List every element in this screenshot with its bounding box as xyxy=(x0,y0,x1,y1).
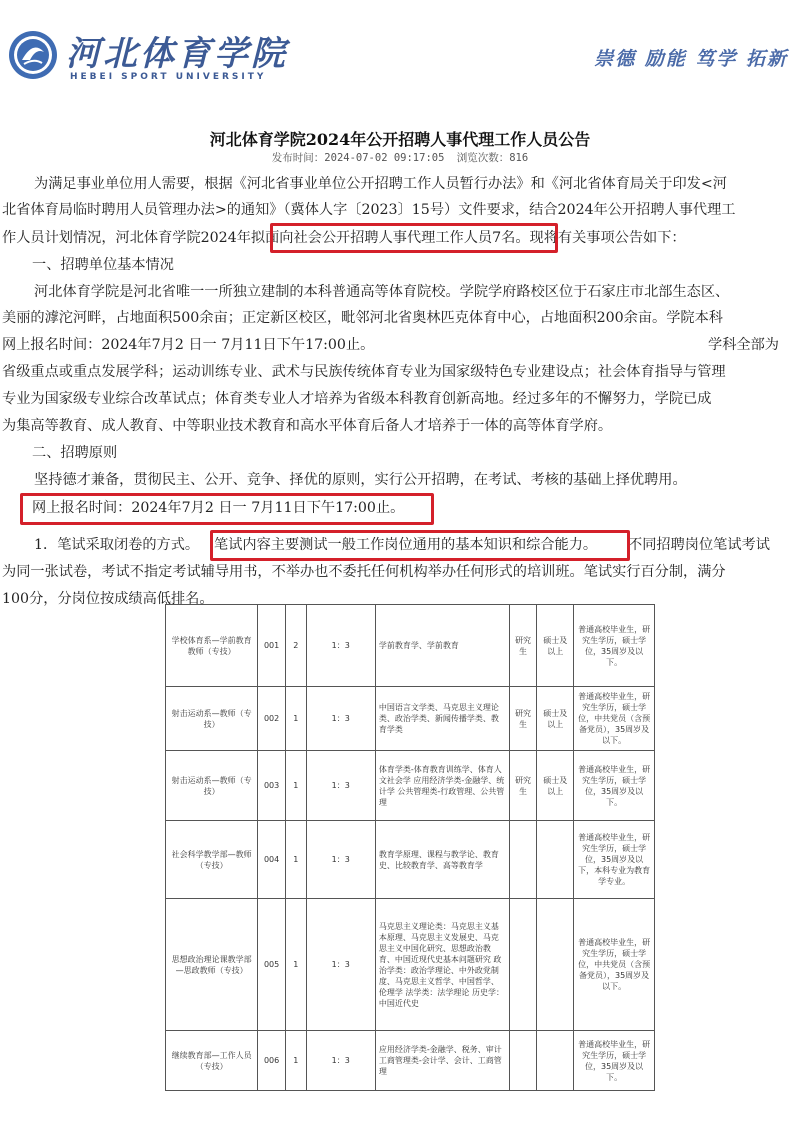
position-cell: 社会科学教学部—教师（专技） xyxy=(166,821,258,899)
university-name-cn: 河北体育学院 xyxy=(66,34,288,74)
paragraph-line: 河北体育学院是河北省唯一一所独立建制的本科普通高等体育院校。学院学府路校区位于石家庄市北部生态区、 xyxy=(34,284,730,300)
ratio-cell: 1：3 xyxy=(306,605,375,687)
position-cell: 学校体育系—学前教育教师（专技） xyxy=(166,605,258,687)
section-heading: 二、招聘原则 xyxy=(32,445,118,461)
table-row xyxy=(166,899,655,1031)
ratio-cell: 1：3 xyxy=(306,821,375,899)
text-segment: 。现将有关事项公告如下： xyxy=(515,230,686,246)
other-requirements-cell: 普通高校毕业生，研究生学历，硕士学位，35周岁及以下，本科专业为教育学专业。 xyxy=(574,821,655,899)
degree-cell: 硕士及以上 xyxy=(537,605,574,687)
majors-cell: 应用经济学类-金融学、税务、审计 工商管理类-会计学、会计、工商管理 xyxy=(375,1031,509,1091)
degree-cell: 硕士及以上 xyxy=(537,687,574,751)
highlight-box xyxy=(20,493,434,525)
position-cell: 射击运动系—教师（专技） xyxy=(166,687,258,751)
text-segment: 网上报名时间：2024年7月2 日一 7月11日下午17:00止。 xyxy=(2,337,375,353)
text-segment: 作人员计划情况，河北体育学院2024年拟 xyxy=(2,230,266,246)
text-segment: 学科全部为 xyxy=(708,337,779,353)
registration-time: 网上报名时间：2024年7月2 日一 7月11日下午17:00止。 xyxy=(32,500,405,516)
code-cell: 005 xyxy=(258,899,286,1031)
position-cell: 继续教育部—工作人员（专技） xyxy=(166,1031,258,1091)
other-requirements-cell: 普通高校毕业生，研究生学历，硕士学位，中共党员（含预备党员），35周岁及以下。 xyxy=(574,687,655,751)
paragraph-line: 为集高等教育、成人教育、中等职业技术教育和高水平体育后备人才培养于一体的高等体育学府。 xyxy=(2,418,613,434)
university-seal-icon xyxy=(8,30,58,80)
education-cell: 研究生 xyxy=(509,687,537,751)
text-segment: 1．笔试采取闭卷的方式。 xyxy=(34,537,200,553)
table-row xyxy=(166,687,655,751)
paragraph-line xyxy=(2,333,800,357)
other-requirements-cell: 普通高校毕业生，研究生学历，硕士学位，35周岁及以下。 xyxy=(574,605,655,687)
other-requirements-cell: 普通高校毕业生，研究生学历，硕士学位，35周岁及以下。 xyxy=(574,751,655,821)
education-cell xyxy=(509,899,537,1031)
highlighted-exam-content: 笔试内容主要测试一般工作岗位通用的基本知识和综合能力。 xyxy=(214,537,598,553)
majors-cell: 教育学原理、课程与教学论、教育史、比较教育学、高等教育学 xyxy=(375,821,509,899)
article-title: 河北体育学院2024年公开招聘人事代理工作人员公告 xyxy=(209,130,591,149)
view-count: 浏览次数：816 xyxy=(456,152,529,164)
degree-cell xyxy=(537,821,574,899)
count-cell: 1 xyxy=(285,687,306,751)
ratio-cell: 1：3 xyxy=(306,1031,375,1091)
jobs-table xyxy=(165,604,655,1090)
code-cell: 003 xyxy=(258,751,286,821)
education-cell: 研究生 xyxy=(509,751,537,821)
paragraph-line: 北省体育局临时聘用人员管理办法>的通知》（冀体人字〔2023〕15号）文件要求，结合2024年公开招聘人事代理工 xyxy=(2,202,736,218)
ratio-cell: 1：3 xyxy=(306,751,375,821)
count-cell: 1 xyxy=(285,1031,306,1091)
code-cell: 004 xyxy=(258,821,286,899)
paragraph-line: 专业为国家级专业综合改革试点；体育类专业人才培养为省级本科教育创新高地。经过多年的不懈努力，学院已成 xyxy=(2,391,712,407)
table-row xyxy=(166,1031,655,1091)
other-requirements-cell: 普通高校毕业生，研究生学历，硕士学位，35周岁及以下。 xyxy=(574,1031,655,1091)
position-cell: 思想政治理论课教学部—思政教师（专技） xyxy=(166,899,258,1031)
education-cell xyxy=(509,1031,537,1091)
code-cell: 001 xyxy=(258,605,286,687)
degree-cell: 硕士及以上 xyxy=(537,751,574,821)
other-requirements-cell: 普通高校毕业生，研究生学历，硕士学位，中共党员（含预备党员），35周岁及以下。 xyxy=(574,899,655,1031)
highlight-box xyxy=(270,223,558,253)
count-cell: 2 xyxy=(285,605,306,687)
education-cell: 研究生 xyxy=(509,605,537,687)
paragraph-line: 省级重点或重点发展学科；运动训练专业、武术与民族传统体育专业为国家级特色专业建设点；社会体育指导与管理 xyxy=(2,364,726,380)
highlighted-recruit-count: 面向社会公开招聘人事代理工作人员7名 xyxy=(265,230,516,246)
code-cell: 006 xyxy=(258,1031,286,1091)
majors-cell: 马克思主义理论类：马克思主义基本原理、马克思主义发展史、马克思主义中国化研究、思想政治教育、中国近现代史基本问题研究 政治学类：政治学理论、中外政党制度、马克思主义哲学、中国哲学、伦理学 法学类：法学理论 历史学：中国近代史 xyxy=(375,899,509,1031)
count-cell: 1 xyxy=(285,899,306,1031)
majors-cell: 体育学类-体育教育训练学、体育人文社会学 应用经济学类-金融学、统计学 公共管理类-行政管理、公共管理 xyxy=(375,751,509,821)
paragraph-line: 坚持德才兼备，贯彻民主、公开、竞争、择优的原则，实行公开招聘，在考试、考核的基础上择优聘用。 xyxy=(34,472,687,488)
degree-cell xyxy=(537,899,574,1031)
paragraph-line: 为同一张试卷，考试不指定考试辅导用书，不举办也不委托任何机构举办任何形式的培训班。笔试实行百分制，满分 xyxy=(2,564,726,580)
text-segment: 不同招聘岗位笔试考试 xyxy=(628,537,770,553)
site-header xyxy=(0,0,800,108)
table-row xyxy=(166,605,655,687)
paragraph-line: 美丽的滹沱河畔，占地面积500余亩；正定新区校区，毗邻河北省奥林匹克体育中心，占地面积200余亩。学院本科 xyxy=(2,310,723,326)
degree-cell xyxy=(537,1031,574,1091)
majors-cell: 学前教育学、学前教育 xyxy=(375,605,509,687)
section-heading: 一、招聘单位基本情况 xyxy=(32,257,174,273)
highlight-box xyxy=(210,530,630,561)
publish-time: 发布时间：2024-07-02 09:17:05 xyxy=(271,152,445,164)
paragraph-line: 为满足事业单位用人需要，根据《河北省事业单位公开招聘工作人员暂行办法》和《河北省体育局关于印发<河 xyxy=(34,176,727,192)
ratio-cell: 1：3 xyxy=(306,687,375,751)
table-row xyxy=(166,751,655,821)
university-name-en: HEBEI SPORT UNIVERSITY xyxy=(70,72,267,82)
count-cell: 1 xyxy=(285,821,306,899)
table-row xyxy=(166,821,655,899)
code-cell: 002 xyxy=(258,687,286,751)
education-cell xyxy=(509,821,537,899)
majors-cell: 中国语言文学类、马克思主义理论类、政治学类、新闻传播学类、教育学类 xyxy=(375,687,509,751)
position-cell: 射击运动系—教师（专技） xyxy=(166,751,258,821)
ratio-cell: 1：3 xyxy=(306,899,375,1031)
count-cell: 1 xyxy=(285,751,306,821)
university-motto: 崇德 励能 笃学 拓新 xyxy=(594,48,788,70)
article-meta xyxy=(0,150,800,165)
paragraph-line: 100分，分岗位按成绩高低排名。 xyxy=(2,591,214,607)
